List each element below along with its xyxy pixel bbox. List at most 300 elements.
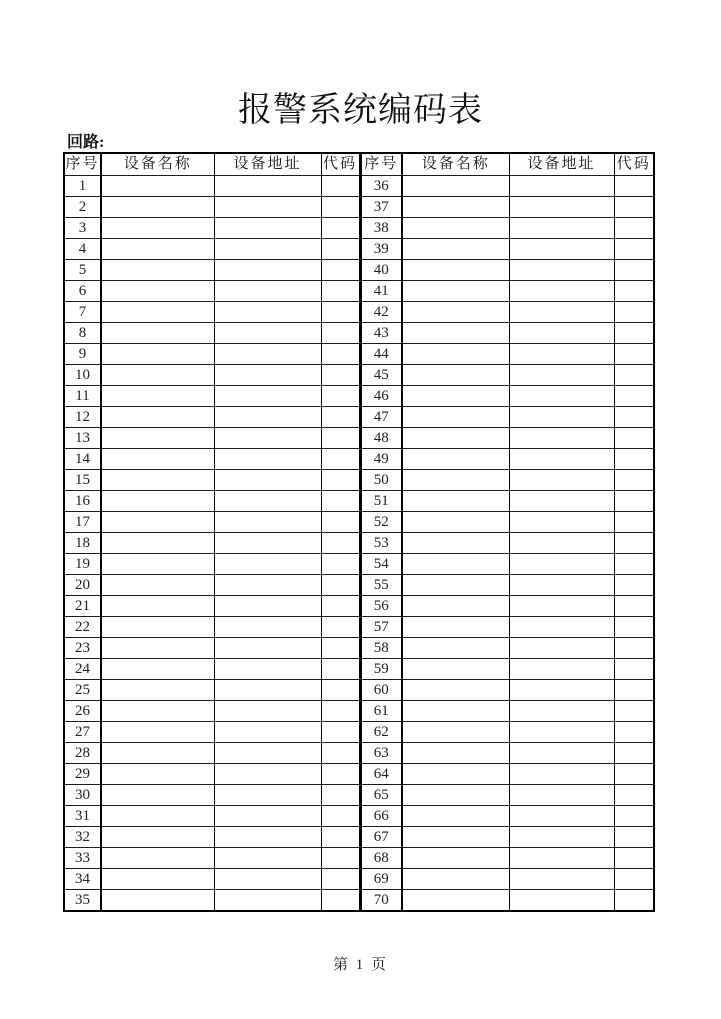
empty-code-cell (614, 680, 654, 701)
row-number-cell: 52 (360, 512, 402, 533)
empty-name-cell (101, 218, 214, 239)
row-number-cell: 28 (64, 743, 101, 764)
empty-code-cell (321, 680, 360, 701)
empty-addr-cell (509, 764, 614, 785)
column-header-addr: 设备地址 (509, 153, 614, 176)
empty-code-cell (614, 239, 654, 260)
page-number: 第 1 页 (332, 957, 388, 973)
empty-code-cell (321, 449, 360, 470)
empty-code-cell (321, 701, 360, 722)
row-number-cell: 60 (360, 680, 402, 701)
empty-name-cell (402, 302, 509, 323)
empty-addr-cell (509, 743, 614, 764)
empty-code-cell (614, 386, 654, 407)
table-row (64, 890, 654, 912)
empty-name-cell (402, 491, 509, 512)
row-number-cell: 39 (360, 239, 402, 260)
empty-addr-cell (509, 323, 614, 344)
empty-code-cell (321, 722, 360, 743)
empty-code-cell (321, 302, 360, 323)
empty-addr-cell (509, 197, 614, 218)
empty-name-cell (402, 617, 509, 638)
empty-code-cell (614, 428, 654, 449)
row-number-cell: 50 (360, 470, 402, 491)
empty-name-cell (101, 449, 214, 470)
row-number-cell: 14 (64, 449, 101, 470)
empty-addr-cell (509, 869, 614, 890)
row-number-cell: 20 (64, 575, 101, 596)
empty-name-cell (101, 596, 214, 617)
empty-code-cell (321, 827, 360, 848)
table-row (64, 638, 654, 659)
empty-addr-cell (509, 365, 614, 386)
empty-addr-cell (509, 470, 614, 491)
empty-addr-cell (214, 386, 321, 407)
empty-code-cell (614, 659, 654, 680)
empty-code-cell (614, 281, 654, 302)
empty-name-cell (101, 764, 214, 785)
row-number-cell: 11 (64, 386, 101, 407)
row-number-cell: 15 (64, 470, 101, 491)
empty-code-cell (321, 596, 360, 617)
row-number-cell: 48 (360, 428, 402, 449)
empty-name-cell (101, 827, 214, 848)
column-header-no: 序号 (360, 153, 402, 176)
table-row (64, 344, 654, 365)
column-header-no: 序号 (64, 153, 101, 176)
empty-name-cell (402, 722, 509, 743)
row-number-cell: 13 (64, 428, 101, 449)
table-row (64, 785, 654, 806)
empty-code-cell (321, 239, 360, 260)
empty-name-cell (402, 806, 509, 827)
empty-addr-cell (509, 512, 614, 533)
empty-name-cell (101, 386, 214, 407)
row-number-cell: 64 (360, 764, 402, 785)
empty-code-cell (614, 470, 654, 491)
empty-addr-cell (214, 827, 321, 848)
column-header-code: 代码 (614, 153, 654, 176)
empty-code-cell (614, 701, 654, 722)
empty-name-cell (402, 785, 509, 806)
table-row (64, 764, 654, 785)
empty-name-cell (101, 554, 214, 575)
table-row (64, 449, 654, 470)
empty-name-cell (101, 491, 214, 512)
empty-addr-cell (509, 722, 614, 743)
empty-name-cell (402, 596, 509, 617)
empty-addr-cell (214, 533, 321, 554)
row-number-cell: 70 (360, 890, 402, 912)
row-number-cell: 17 (64, 512, 101, 533)
empty-name-cell (101, 785, 214, 806)
empty-addr-cell (509, 638, 614, 659)
empty-name-cell (101, 575, 214, 596)
empty-name-cell (101, 323, 214, 344)
row-number-cell: 7 (64, 302, 101, 323)
empty-name-cell (402, 449, 509, 470)
row-number-cell: 9 (64, 344, 101, 365)
table-row (64, 659, 654, 680)
empty-addr-cell (509, 491, 614, 512)
table-row (64, 869, 654, 890)
row-number-cell: 56 (360, 596, 402, 617)
empty-name-cell (402, 680, 509, 701)
empty-name-cell (402, 260, 509, 281)
row-number-cell: 36 (360, 176, 402, 197)
empty-code-cell (321, 260, 360, 281)
table-row (64, 239, 654, 260)
row-number-cell: 8 (64, 323, 101, 344)
empty-name-cell (101, 638, 214, 659)
empty-addr-cell (509, 260, 614, 281)
row-number-cell: 1 (64, 176, 101, 197)
empty-name-cell (402, 470, 509, 491)
empty-addr-cell (214, 890, 321, 912)
row-number-cell: 44 (360, 344, 402, 365)
table-row (64, 827, 654, 848)
empty-name-cell (402, 512, 509, 533)
table-row (64, 575, 654, 596)
column-header-name: 设备名称 (101, 153, 214, 176)
empty-code-cell (614, 260, 654, 281)
empty-addr-cell (214, 428, 321, 449)
empty-code-cell (321, 386, 360, 407)
empty-name-cell (402, 869, 509, 890)
empty-name-cell (101, 239, 214, 260)
table-row (64, 260, 654, 281)
table-row (64, 365, 654, 386)
row-number-cell: 33 (64, 848, 101, 869)
empty-code-cell (321, 323, 360, 344)
empty-addr-cell (509, 659, 614, 680)
empty-code-cell (321, 764, 360, 785)
empty-code-cell (614, 491, 654, 512)
row-number-cell: 54 (360, 554, 402, 575)
row-number-cell: 30 (64, 785, 101, 806)
empty-code-cell (614, 638, 654, 659)
empty-name-cell (101, 701, 214, 722)
row-number-cell: 59 (360, 659, 402, 680)
empty-addr-cell (509, 785, 614, 806)
empty-code-cell (321, 638, 360, 659)
table-row (64, 428, 654, 449)
empty-code-cell (321, 785, 360, 806)
row-number-cell: 21 (64, 596, 101, 617)
empty-name-cell (101, 680, 214, 701)
empty-addr-cell (214, 596, 321, 617)
row-number-cell: 49 (360, 449, 402, 470)
row-number-cell: 45 (360, 365, 402, 386)
empty-name-cell (402, 743, 509, 764)
empty-name-cell (402, 890, 509, 912)
table-row (64, 407, 654, 428)
empty-code-cell (321, 806, 360, 827)
empty-addr-cell (214, 302, 321, 323)
empty-code-cell (614, 218, 654, 239)
empty-code-cell (614, 743, 654, 764)
empty-name-cell (402, 575, 509, 596)
empty-code-cell (614, 365, 654, 386)
column-header-code: 代码 (321, 153, 360, 176)
table-row (64, 743, 654, 764)
row-number-cell: 2 (64, 197, 101, 218)
empty-name-cell (402, 365, 509, 386)
empty-addr-cell (214, 806, 321, 827)
table-row (64, 218, 654, 239)
empty-code-cell (321, 428, 360, 449)
table-row (64, 806, 654, 827)
empty-code-cell (614, 344, 654, 365)
table-row (64, 533, 654, 554)
empty-code-cell (321, 869, 360, 890)
empty-code-cell (614, 596, 654, 617)
empty-addr-cell (214, 197, 321, 218)
empty-name-cell (101, 659, 214, 680)
empty-addr-cell (509, 575, 614, 596)
row-number-cell: 68 (360, 848, 402, 869)
row-number-cell: 35 (64, 890, 101, 912)
empty-addr-cell (214, 218, 321, 239)
empty-name-cell (402, 554, 509, 575)
empty-addr-cell (509, 176, 614, 197)
empty-addr-cell (214, 764, 321, 785)
empty-name-cell (101, 512, 214, 533)
empty-addr-cell (214, 449, 321, 470)
empty-addr-cell (214, 239, 321, 260)
row-number-cell: 69 (360, 869, 402, 890)
row-number-cell: 25 (64, 680, 101, 701)
empty-name-cell (101, 302, 214, 323)
empty-addr-cell (509, 344, 614, 365)
empty-name-cell (101, 176, 214, 197)
table-row (64, 617, 654, 638)
empty-code-cell (321, 281, 360, 302)
empty-name-cell (402, 386, 509, 407)
empty-code-cell (321, 491, 360, 512)
row-number-cell: 37 (360, 197, 402, 218)
row-number-cell: 57 (360, 617, 402, 638)
empty-addr-cell (214, 365, 321, 386)
empty-addr-cell (214, 407, 321, 428)
empty-code-cell (321, 533, 360, 554)
row-number-cell: 10 (64, 365, 101, 386)
table-row (64, 848, 654, 869)
empty-addr-cell (214, 176, 321, 197)
empty-code-cell (614, 890, 654, 912)
table-row (64, 386, 654, 407)
empty-name-cell (101, 806, 214, 827)
empty-code-cell (321, 344, 360, 365)
empty-addr-cell (214, 281, 321, 302)
row-number-cell: 65 (360, 785, 402, 806)
empty-name-cell (402, 638, 509, 659)
empty-code-cell (321, 407, 360, 428)
row-number-cell: 26 (64, 701, 101, 722)
empty-code-cell (614, 785, 654, 806)
table-row (64, 596, 654, 617)
column-header-addr: 设备地址 (214, 153, 321, 176)
empty-name-cell (101, 890, 214, 912)
row-number-cell: 42 (360, 302, 402, 323)
empty-addr-cell (509, 407, 614, 428)
empty-name-cell (402, 407, 509, 428)
empty-code-cell (321, 365, 360, 386)
empty-addr-cell (509, 449, 614, 470)
table-row (64, 281, 654, 302)
empty-name-cell (402, 344, 509, 365)
empty-name-cell (101, 197, 214, 218)
empty-name-cell (402, 197, 509, 218)
row-number-cell: 51 (360, 491, 402, 512)
empty-addr-cell (509, 428, 614, 449)
page-title: 报警系统编码表 (238, 92, 483, 129)
empty-name-cell (402, 764, 509, 785)
row-number-cell: 38 (360, 218, 402, 239)
empty-addr-cell (509, 596, 614, 617)
row-number-cell: 16 (64, 491, 101, 512)
empty-code-cell (321, 512, 360, 533)
empty-addr-cell (214, 470, 321, 491)
empty-addr-cell (509, 680, 614, 701)
row-number-cell: 6 (64, 281, 101, 302)
empty-code-cell (614, 176, 654, 197)
row-number-cell: 58 (360, 638, 402, 659)
row-number-cell: 27 (64, 722, 101, 743)
row-number-cell: 55 (360, 575, 402, 596)
row-number-cell: 18 (64, 533, 101, 554)
empty-code-cell (321, 470, 360, 491)
table-row (64, 197, 654, 218)
empty-name-cell (101, 743, 214, 764)
empty-name-cell (101, 407, 214, 428)
table-row (64, 176, 654, 197)
empty-code-cell (614, 449, 654, 470)
table-row (64, 302, 654, 323)
empty-code-cell (321, 218, 360, 239)
table-row (64, 470, 654, 491)
row-number-cell: 4 (64, 239, 101, 260)
row-number-cell: 41 (360, 281, 402, 302)
table-row (64, 722, 654, 743)
empty-code-cell (614, 869, 654, 890)
empty-name-cell (402, 323, 509, 344)
table-header-row (64, 153, 654, 176)
row-number-cell: 34 (64, 869, 101, 890)
empty-name-cell (402, 428, 509, 449)
empty-code-cell (614, 407, 654, 428)
empty-code-cell (321, 890, 360, 912)
empty-code-cell (614, 617, 654, 638)
empty-code-cell (614, 512, 654, 533)
empty-code-cell (614, 323, 654, 344)
row-number-cell: 22 (64, 617, 101, 638)
empty-name-cell (402, 239, 509, 260)
empty-name-cell (402, 533, 509, 554)
empty-name-cell (402, 176, 509, 197)
empty-addr-cell (509, 890, 614, 912)
empty-code-cell (614, 764, 654, 785)
empty-addr-cell (509, 386, 614, 407)
table-row (64, 512, 654, 533)
empty-addr-cell (214, 344, 321, 365)
row-number-cell: 46 (360, 386, 402, 407)
empty-name-cell (402, 218, 509, 239)
empty-code-cell (614, 575, 654, 596)
empty-name-cell (402, 659, 509, 680)
empty-code-cell (321, 575, 360, 596)
empty-name-cell (402, 701, 509, 722)
loop-label: 回路: (67, 134, 105, 151)
empty-addr-cell (214, 260, 321, 281)
empty-name-cell (402, 848, 509, 869)
empty-name-cell (101, 281, 214, 302)
empty-name-cell (101, 722, 214, 743)
empty-code-cell (321, 848, 360, 869)
empty-addr-cell (214, 869, 321, 890)
empty-addr-cell (214, 554, 321, 575)
row-number-cell: 23 (64, 638, 101, 659)
table-row (64, 554, 654, 575)
alarm-coding-table (63, 152, 655, 912)
empty-addr-cell (214, 743, 321, 764)
empty-addr-cell (214, 659, 321, 680)
empty-addr-cell (509, 827, 614, 848)
table-row (64, 701, 654, 722)
empty-addr-cell (214, 701, 321, 722)
empty-addr-cell (509, 701, 614, 722)
empty-addr-cell (509, 302, 614, 323)
column-header-name: 设备名称 (402, 153, 509, 176)
row-number-cell: 61 (360, 701, 402, 722)
empty-addr-cell (509, 806, 614, 827)
empty-addr-cell (509, 218, 614, 239)
empty-code-cell (321, 197, 360, 218)
row-number-cell: 29 (64, 764, 101, 785)
empty-addr-cell (214, 491, 321, 512)
row-number-cell: 47 (360, 407, 402, 428)
empty-code-cell (614, 806, 654, 827)
empty-addr-cell (509, 848, 614, 869)
empty-code-cell (321, 554, 360, 575)
row-number-cell: 31 (64, 806, 101, 827)
row-number-cell: 3 (64, 218, 101, 239)
empty-code-cell (614, 533, 654, 554)
empty-addr-cell (214, 323, 321, 344)
empty-addr-cell (509, 533, 614, 554)
empty-addr-cell (509, 554, 614, 575)
empty-addr-cell (509, 239, 614, 260)
table-row (64, 491, 654, 512)
empty-addr-cell (214, 617, 321, 638)
empty-code-cell (321, 743, 360, 764)
empty-addr-cell (214, 722, 321, 743)
row-number-cell: 43 (360, 323, 402, 344)
empty-code-cell (614, 827, 654, 848)
table-row (64, 323, 654, 344)
empty-addr-cell (509, 617, 614, 638)
empty-code-cell (614, 722, 654, 743)
empty-name-cell (402, 827, 509, 848)
empty-addr-cell (214, 638, 321, 659)
row-number-cell: 19 (64, 554, 101, 575)
row-number-cell: 62 (360, 722, 402, 743)
row-number-cell: 32 (64, 827, 101, 848)
empty-name-cell (101, 848, 214, 869)
row-number-cell: 5 (64, 260, 101, 281)
empty-addr-cell (214, 575, 321, 596)
empty-code-cell (614, 197, 654, 218)
